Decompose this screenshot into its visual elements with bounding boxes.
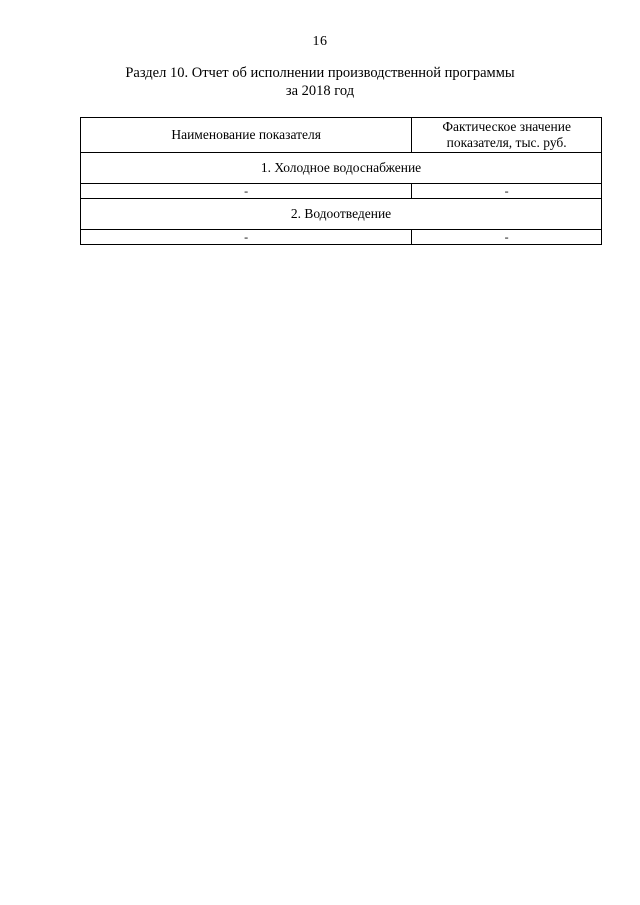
header-actual-value [412, 118, 602, 153]
report-table [80, 117, 602, 245]
page-number: 16 [312, 34, 328, 49]
table-row [81, 184, 602, 199]
table-header-row [81, 118, 602, 153]
row-indicator-name: - [81, 184, 412, 199]
header-actual-value-line-2: показателя, тыс. руб. [446, 135, 567, 150]
table-row [81, 230, 602, 245]
section-row-cold-water [81, 153, 602, 184]
section-row-wastewater [81, 199, 602, 230]
header-indicator-name: Наименование показателя [81, 118, 412, 153]
section-label: 1. Холодное водоснабжение [81, 153, 602, 184]
header-actual-value-line-1: Фактическое значение [442, 119, 571, 134]
row-indicator-name: - [81, 230, 412, 245]
section-title [0, 64, 640, 100]
row-actual-value: - [412, 184, 602, 199]
section-title-line-1: Раздел 10. Отчет об исполнении производственной программы [125, 65, 515, 81]
section-label: 2. Водоотведение [81, 199, 602, 230]
row-actual-value: - [412, 230, 602, 245]
section-title-line-2: за 2018 год [285, 83, 355, 99]
